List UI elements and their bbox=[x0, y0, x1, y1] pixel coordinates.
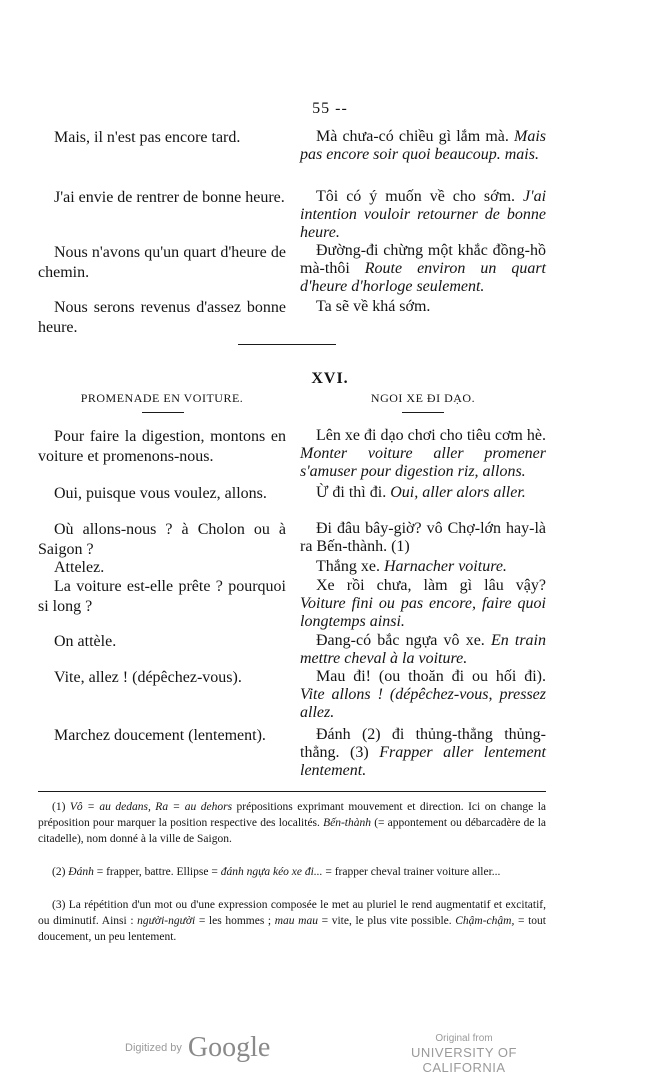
vietnamese-text: Đường-đi chừng một khắc đồng-hồ mà-thôi bbox=[300, 242, 546, 277]
original-from-university bbox=[378, 1033, 550, 1075]
footnote-text: = les hommes ; bbox=[198, 915, 272, 927]
footnote-term: mau mau bbox=[274, 915, 318, 927]
french-line-11: Vite, allez ! (dépêchez-vous). bbox=[54, 669, 242, 686]
vietnamese-text: Ừ đi thì đi. bbox=[316, 484, 387, 501]
literal-translation: Oui, aller alors aller. bbox=[390, 484, 526, 501]
french-line-1: Mais, il n'est pas encore tard. bbox=[54, 129, 241, 146]
section-divider bbox=[238, 344, 336, 345]
literal-translation: J'ai intention vouloir retourner de bonne heure. bbox=[300, 188, 547, 241]
footnote-term: Vô = au dedans, Ra = au dehors bbox=[69, 801, 233, 813]
vietnamese-line-2 bbox=[300, 188, 546, 242]
page-number: 55 -- bbox=[312, 100, 348, 117]
footnote-text: = frapper, battre. Ellipse = bbox=[96, 866, 218, 878]
french-line-3: Nous n'avons qu'un quart d'heure de chemin. bbox=[38, 244, 286, 281]
vietnamese-line-10 bbox=[300, 632, 546, 668]
footnote-2 bbox=[38, 864, 546, 880]
google-logo: Google bbox=[187, 1032, 271, 1063]
footnote-term: đánh ngựa kéo xe đi... bbox=[220, 866, 323, 878]
literal-translation: Voiture fini ou pas encore, faire quoi longtemps ainsi. bbox=[300, 595, 546, 630]
title-underline-french bbox=[142, 412, 184, 413]
literal-translation: En train mettre cheval à la voiture. bbox=[300, 632, 546, 667]
french-line-5: Pour faire la digestion, montons en voiture et promenons-nous. bbox=[38, 428, 286, 465]
vietnamese-text: Thắng xe. bbox=[316, 558, 380, 575]
literal-translation: Monter voiture aller promener s'amuser pour digestion riz, allons. bbox=[300, 445, 546, 480]
vietnamese-line-6 bbox=[300, 484, 546, 502]
footnote-term: người-người bbox=[137, 915, 196, 927]
vietnamese-line-1 bbox=[300, 128, 546, 164]
footnote-text: = vite, le plus vite possible. bbox=[321, 915, 452, 927]
vietnamese-line-8 bbox=[300, 558, 546, 576]
french-line-7: Où allons-nous ? à Cholon ou à Saigon ? bbox=[38, 521, 286, 558]
vietnamese-line-9 bbox=[300, 577, 546, 631]
vietnamese-line-5 bbox=[300, 427, 546, 481]
vietnamese-text: Ta sẽ về khá sớm. bbox=[316, 298, 431, 315]
literal-translation: Vite allons ! (dépêchez-vous, pressez allez. bbox=[300, 686, 546, 721]
footnote-text: (3) La répétition d'un mot ou d'une expression composée le met au pluriel le rend augmentatif et excitatif, ou diminutif. Ainsi : bbox=[38, 899, 546, 927]
french-line-4: Nous serons revenus d'assez bonne heure. bbox=[38, 299, 286, 336]
vietnamese-text: Mau đi! (ou thoăn đi ou hối đi). bbox=[316, 668, 546, 685]
vietnamese-line-7 bbox=[300, 520, 546, 556]
french-line-6: Oui, puisque vous voulez, allons. bbox=[54, 485, 267, 502]
french-line-8: Attelez. bbox=[54, 559, 105, 576]
chapter-number: XVI. bbox=[311, 370, 349, 387]
footnote-divider bbox=[38, 791, 546, 792]
vietnamese-text: Xe rồi chưa, làm gì lâu vậy? bbox=[316, 577, 546, 594]
french-line-9: La voiture est-elle prête ? pourquoi si long ? bbox=[38, 578, 286, 615]
footnote-text: (= appontement ou débarcadère de la citadelle), nom donné à la ville de Saigon. bbox=[38, 817, 546, 845]
footnote-term: Bến-thành bbox=[323, 817, 371, 829]
vietnamese-text: Tôi có ý muốn về cho sớm. bbox=[316, 188, 516, 205]
original-from-label: Original from bbox=[435, 1033, 493, 1044]
footnote-marker: (2) bbox=[52, 866, 66, 878]
vietnamese-line-12 bbox=[300, 726, 546, 780]
vietnamese-text: Lên xe đi dạo chơi cho tiêu cơm hè. bbox=[316, 427, 546, 444]
vietnamese-text: Đi đâu bây-giờ? vô Chợ-lớn hay-là ra Bến-thành. (1) bbox=[300, 520, 546, 555]
vietnamese-text: Đang-có bắc ngựa vô xe. bbox=[316, 632, 485, 649]
vietnamese-text: Mà chưa-có chiều gì lắm mà. bbox=[316, 128, 509, 145]
vietnamese-line-4 bbox=[300, 298, 546, 316]
vietnamese-line-11 bbox=[300, 668, 546, 722]
literal-translation: Route environ un quart d'heure d'horloge seulement. bbox=[300, 260, 547, 295]
vietnamese-text: Đánh (2) đi thủng-thẳng thủng-thẳng. (3) bbox=[300, 726, 546, 761]
university-name: UNIVERSITY OF CALIFORNIA bbox=[411, 1045, 517, 1075]
literal-translation: Mais pas encore soir quoi beaucoup. mais. bbox=[300, 128, 547, 163]
french-line-12: Marchez doucement (lentement). bbox=[54, 727, 266, 744]
french-line-10: On attèle. bbox=[54, 633, 117, 650]
vietnamese-line-3 bbox=[300, 242, 546, 296]
footnote-term: Chậm-chậm, bbox=[455, 915, 515, 927]
literal-translation: Frapper aller lentement lentement. bbox=[300, 744, 546, 779]
digitized-by-google bbox=[125, 1032, 270, 1064]
section-title-french: PROMENADE EN VOITURE. bbox=[80, 391, 244, 405]
section-title-vietnamese: NGOI XE ĐI DẠO. bbox=[370, 391, 476, 405]
title-underline-vietnamese bbox=[402, 412, 444, 413]
footnote-text: = tout doucement, un peu lentement. bbox=[38, 915, 546, 943]
footnote-text: = frapper cheval trainer voiture aller... bbox=[325, 866, 501, 878]
footnote-1 bbox=[38, 799, 546, 847]
footnote-marker: (1) bbox=[52, 801, 66, 813]
footnote-term: Đánh bbox=[68, 866, 94, 878]
digitized-label: Digitized by bbox=[125, 1042, 182, 1054]
footnote-text: prépositions exprimant mouvement et direction. Ici on change la préposition pour marquer la position respective des localités. bbox=[38, 801, 547, 829]
literal-translation: Harnacher voiture. bbox=[383, 558, 507, 575]
footnote-3 bbox=[38, 897, 546, 945]
french-line-2: J'ai envie de rentrer de bonne heure. bbox=[54, 189, 285, 206]
